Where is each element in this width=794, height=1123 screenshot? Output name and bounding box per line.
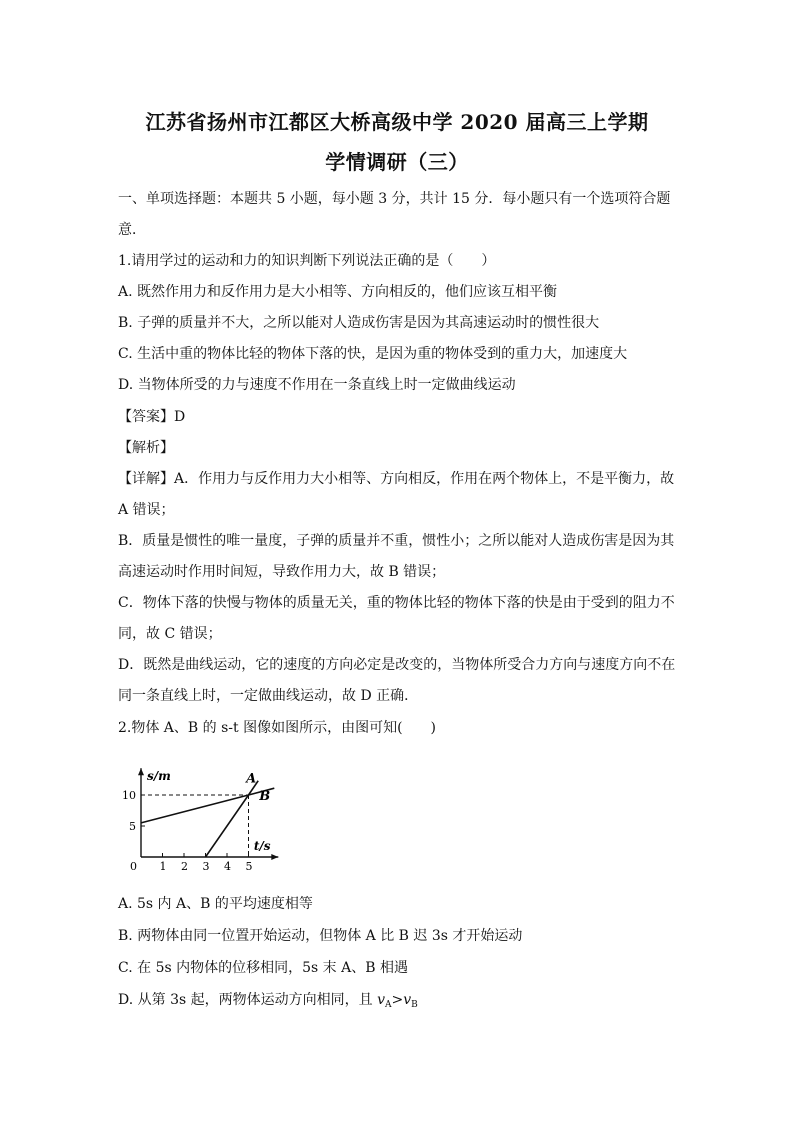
section-heading-cont: 意． <box>118 222 146 238</box>
x-tick-label: 2 <box>181 860 188 873</box>
greater-than: > <box>391 992 404 1008</box>
subscript-b: B <box>411 1000 418 1010</box>
section-heading: 一、单项选择题：本题共 5 小题，每小题 3 分，共计 15 分．每小题只有一个选项符合题 <box>118 191 671 207</box>
q2-option-c: C. 在 5s 内物体的位移相同，5s 末 A、B 相遇 <box>118 960 408 976</box>
y-axis-arrow <box>138 768 144 775</box>
series-line-b <box>141 788 274 823</box>
y-tick-label: 5 <box>129 820 136 833</box>
q2-option-d <box>118 989 418 1010</box>
x-tick-label: 5 <box>245 860 253 873</box>
q2-option-b: B. 两物体由同一位置开始运动，但物体 A 比 B 迟 3s 才开始运动 <box>118 928 523 944</box>
q1-detail-line: 【详解】A．作用力与反作用力大小相等、方向相反，作用在两个物体上，不是平衡力，故 <box>118 471 675 487</box>
x-axis-label: t/s <box>253 839 271 853</box>
y-tick-label: 10 <box>122 789 136 802</box>
series-label-a: A <box>246 771 257 787</box>
document-title-line1: 江苏省扬州市江都区大桥高级中学 2020 届高三上学期 <box>145 110 649 134</box>
question-2-stem: 2.物体 A、B 的 s-t 图像如图所示，由图可知( ) <box>118 720 437 736</box>
s-t-graph <box>116 750 296 880</box>
q1-analysis-label: 【解析】 <box>118 440 174 456</box>
x-axis-arrow <box>271 854 278 860</box>
x-tick-label: 4 <box>224 860 231 873</box>
velocity-symbol: v <box>403 992 412 1008</box>
q1-detail-line: 同，故 C 错误； <box>118 626 222 642</box>
series-label-b: B <box>259 788 271 804</box>
q1-detail-line: 同一条直线上时，一定做曲线运动，故 D 正确． <box>118 688 419 704</box>
q1-detail-line: B．质量是惯性的唯一量度，子弹的质量并不重，惯性小；之所以能对人造成伤害是因为其 <box>118 533 675 549</box>
q1-option-b: B. 子弹的质量并不大，之所以能对人造成伤害是因为其高速运动时的惯性很大 <box>118 315 600 331</box>
x-tick-label: 1 <box>159 860 167 873</box>
q2-option-d-prefix: D. 从第 3s 起，两物体运动方向相同，且 <box>118 992 378 1008</box>
q2-option-a: A. 5s 内 A、B 的平均速度相等 <box>118 896 313 912</box>
x-tick-label: 3 <box>202 860 210 873</box>
document-title-line2: 学情调研（三） <box>325 150 469 174</box>
q1-detail-line: 高速运动时作用时间短，导致作用力大，故 B 错误； <box>118 564 446 580</box>
q1-option-d: D. 当物体所受的力与速度不作用在一条直线上时一定做曲线运动 <box>118 377 516 393</box>
q1-option-a: A. 既然作用力和反作用力是大小相等、方向相反的，他们应该互相平衡 <box>118 284 558 300</box>
q1-detail-line: D．既然是曲线运动，它的速度的方向必定是改变的，当物体所受合力方向与速度方向不在 <box>118 657 676 673</box>
question-1-stem: 1.请用学过的运动和力的知识判断下列说法正确的是（ ） <box>118 253 496 269</box>
y-axis-label: s/m <box>147 769 171 784</box>
x-tick-label: 0 <box>130 860 137 873</box>
q1-answer: 【答案】D <box>118 409 186 425</box>
q1-detail-line: C．物体下落的快慢与物体的质量无关，重的物体比轻的物体下落的快是由于受到的阻力不 <box>118 595 675 611</box>
series-line-a <box>206 781 259 857</box>
q1-detail-line: A 错误； <box>118 502 175 518</box>
velocity-symbol: v <box>377 992 385 1008</box>
subscript-a: A <box>385 1000 392 1010</box>
q1-option-c: C. 生活中重的物体比轻的物体下落的快，是因为重的物体受到的重力大，加速度大 <box>118 346 628 362</box>
